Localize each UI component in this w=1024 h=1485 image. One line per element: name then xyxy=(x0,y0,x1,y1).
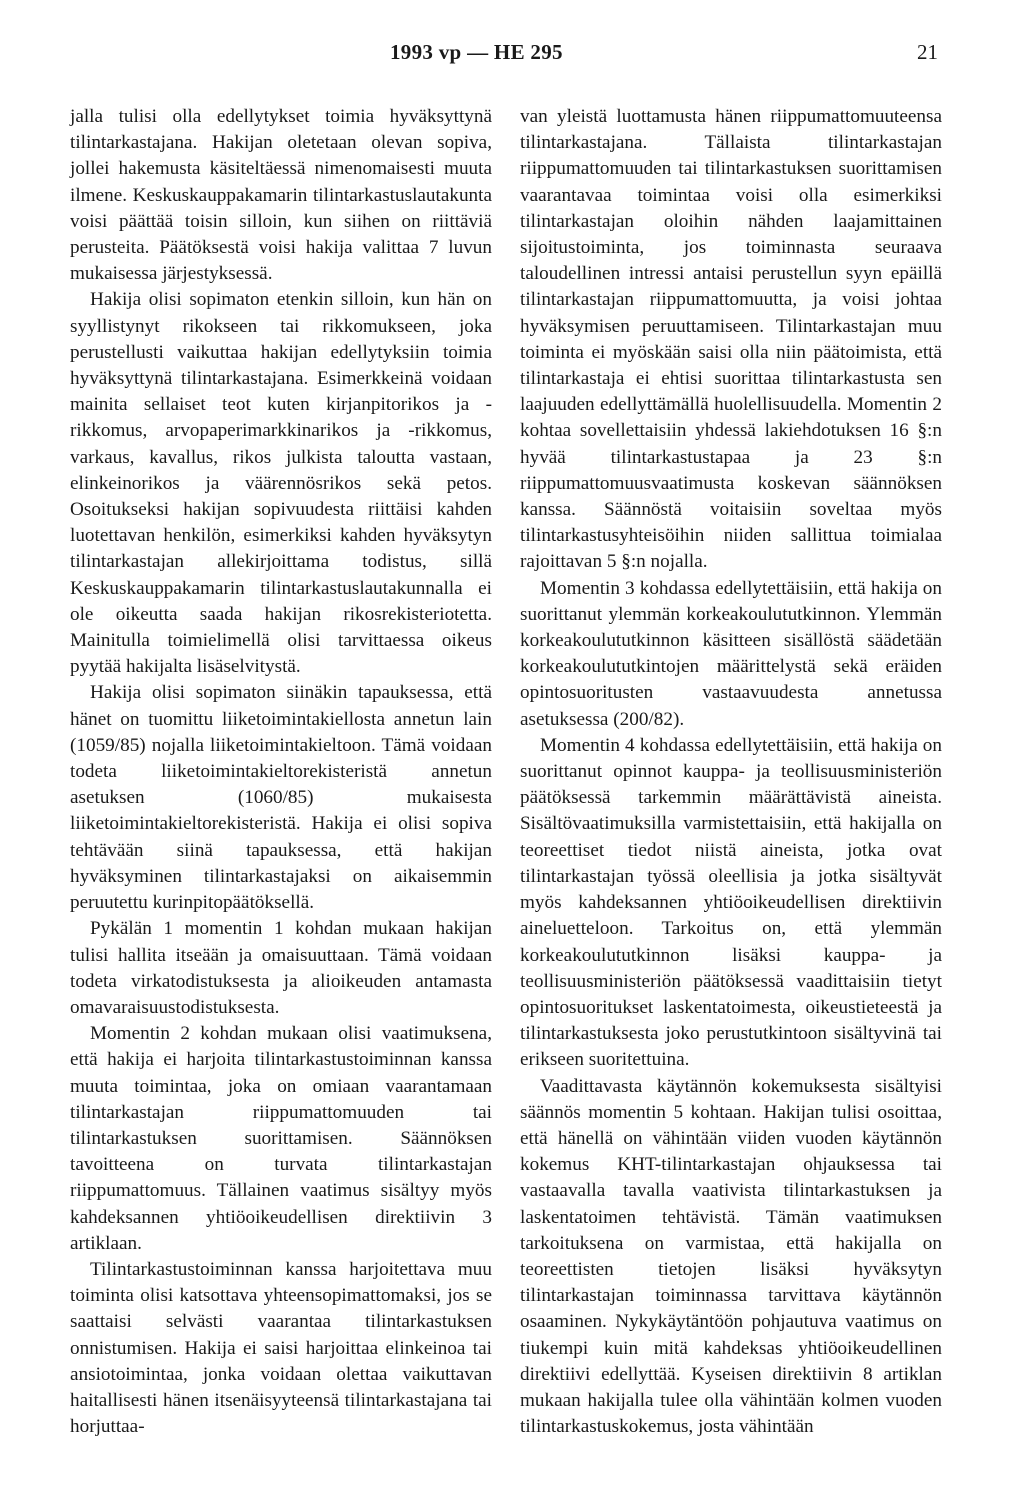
page-number: 21 xyxy=(917,40,938,64)
document-title: 1993 vp — HE 295 xyxy=(390,40,563,64)
paragraph: jalla tulisi olla edellytykset toimia hyväksyttynä tilintarkastajana. Hakijan oletetaan olevan sopiva, jollei hakemusta käsiteltäessä nimenomaisesti muuta ilmene. Keskuskauppakamarin tilintarkastuslautakunta voisi päättää toisin silloin, kun siihen on riittäviä perusteita. Päätöksestä voisi hakija valittaa 7 luvun mukaisessa järjestyksessä. xyxy=(70,106,492,285)
paragraph: Hakija olisi sopimaton siinäkin tapauksessa, että hänet on tuomittu liiketoimintakiellosta annetun lain (1059/85) nojalla liiketoimintakieltoon. Tämä voidaan todeta liiketoimintakieltorekisteristä annetun asetuksen (1060/85) mukaisesta liiketoimintakieltorekisteristä. Hakija ei olisi sopiva tehtävään siinä tapauksessa, että hakijan hyväksyminen tilintarkastajaksi on aikaisemmin peruutettu kurinpitopäätöksellä. xyxy=(70,682,492,914)
page-header xyxy=(0,40,1024,80)
paragraph: Momentin 3 kohdassa edellytettäisiin, että hakija on suorittanut ylemmän korkeakoulututkinnon. Ylemmän korkeakoulututkinnon käsitteen sisällöstä säädetään korkeakoulututkintojen määrittelystä sekä eräiden opintosuoritusten vastaavuudesta annetussa asetuksessa (200/82). xyxy=(520,577,942,730)
paragraph: Momentin 2 kohdan mukaan olisi vaatimuksena, että hakija ei harjoita tilintarkastustoiminnan kanssa muuta toimintaa, joka on omiaan vaarantamaan tilintarkastajan riippumattomuuden tai tilintarkastuksen suorittamisen. Säännöksen tavoitteena on turvata tilintarkastajan riippumattomuus. Tällainen vaatimus sisältyy myös kahdeksannen yhtiöoikeudellisen direktiivin 3 artiklaan. xyxy=(70,1023,492,1254)
right-column xyxy=(520,104,942,1440)
paragraph: Vaadittavasta käytännön kokemuksesta sisältyisi säännös momentin 5 kohtaan. Hakijan tulisi osoittaa, että hänellä on vähintään viiden vuoden käytännön kokemus KHT-tilintarkastajan ohjauksessa tai vastaavalla tavalla vaativista tilintarkastuksen ja laskentatoimen tehtävistä. Tämän vaatimuksen tarkoituksena on varmistaa, että hakijalla on teoreettisten tietojen lisäksi hyväksytyn tilintarkastajan toiminnassa tarvittava käytännön osaaminen. Nykykäytäntöön pohjautuva vaatimus on tiukempi kuin mitä kahdeksas yhtiöoikeudellinen direktiivi edellyttää. Kyseisen direktiivin 8 artiklan mukaan hakijalla tulee olla vähintään kolmen vuoden tilintarkastuskokemus, josta vähintään xyxy=(520,1075,942,1438)
paragraph: Hakija olisi sopimaton etenkin silloin, kun hän on syyllistynyt rikokseen tai rikkomukseen, joka perustellusti vaikuttaa hakijan edellytyksiin toimia hyväksyttynä tilintarkastajana. Esimerkkeinä voidaan mainita sellaiset teot kuten kirjanpitorikos ja -rikkomus, arvopaperimarkkinarikos ja -rikkomus, varkaus, kavallus, rikos julkista taloutta vastaan, elinkeinorikos ja väärennösrikos sekä petos. Osoitukseksi hakijan sopivuudesta riittäisi kahden luotettavan henkilön, esimerkiksi kahden hyväksytyn tilintarkastajan allekirjoittama todistus, sillä Keskuskauppakamarin tilintarkastuslautakunnalla ei ole oikeutta saada hakijan rikosrekisteriotetta. Mainitulla toimielimellä olisi tarvittaessa oikeus pyytää hakijalta lisäselvitystä. xyxy=(70,289,492,678)
paragraph: Momentin 4 kohdassa edellytettäisiin, että hakija on suorittanut opinnot kauppa- ja teollisuusministeriön päätöksessä tarkemmin määrättävistä aineista. Sisältövaatimuksilla varmistettaisiin, että hakijalla on teoreettiset tiedot niistä aineista, jotka ovat tilintarkastajan työssä oleellisia ja jotka sisältyvät myös kahdeksannen yhtiöoikeudellisen direktiivin aineluetteloon. Tarkoitus on, että ylemmän korkeakoulututkinnon lisäksi kauppa- ja teollisuusministeriön päätöksessä vaadittaisiin tietyt opintosuoritukset laskentatoimesta, oikeustieteestä ja tilintarkastuksesta joko perustutkintoon sisältyvinä tai erikseen suoritettuina. xyxy=(520,734,942,1071)
paragraph: Tilintarkastustoiminnan kanssa harjoitettava muu toiminta olisi katsottava yhteensopimattomaksi, jos se saattaisi selvästi vaarantaa tilintarkastuksen onnistumisen. Hakija ei saisi harjoittaa elinkeinoa tai ansiotoimintaa, jonka voidaan olettaa vaikuttavan haitallisesti hänen itsenäisyyteensä tilintarkastajana tai horjuttaa- xyxy=(70,1258,492,1438)
left-column xyxy=(70,104,492,1440)
paragraph: van yleistä luottamusta hänen riippumattomuuteensa tilintarkastajana. Tällaista tilintarkastajan riippumattomuuden tai tilintarkastuksen suorittamisen vaarantavaa toimintaa voisi olla esimerkiksi tilintarkastajan oloihin nähden laajamittainen sijoitustoiminta, jos toiminnasta seuraava taloudellinen intressi antaisi perustellun syyn epäillä tilintarkastajan riippumattomuutta, ja voisi johtaa hyväksymisen peruuttamiseen. Tilintarkastajan muu toiminta ei myöskään saisi olla niin päätoimista, että tilintarkastaja ei ehtisi suorittaa tilintarkastusta sen laajuuden edellyttämällä huolellisuudella. Momentin 2 kohtaa sovellettaisiin yhdessä lakiehdotuksen 16 §:n hyvää tilintarkastustapaa ja 23 §:n riippumattomuusvaatimusta koskevan säännöksen kanssa. Säännöstä voitaisiin soveltaa myös tilintarkastusyhteisöihin niiden sallittua toimialaa rajoittavan 5 §:n nojalla. xyxy=(520,106,942,573)
paragraph: Pykälän 1 momentin 1 kohdan mukaan hakijan tulisi hallita itseään ja omaisuuttaan. Tämä voidaan todeta virkatodistuksesta ja alioikeuden antamasta omavaraisuustodistuksesta. xyxy=(70,918,492,1018)
